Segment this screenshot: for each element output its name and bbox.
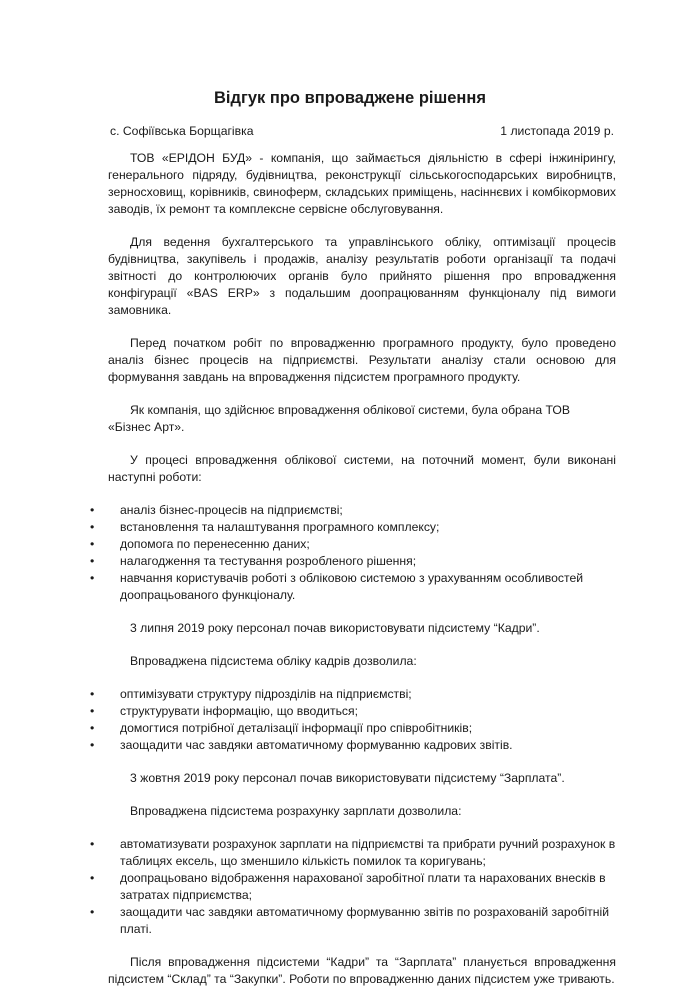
paragraph-payroll-intro: Впроваджена підсистема розрахунку зарплати дозволила: [130, 804, 462, 818]
list-item: • допомога по перенесенню даних; [90, 537, 310, 551]
bullet-icon: • [90, 871, 95, 885]
document-title: Відгук про впроваджене рішення [214, 89, 486, 107]
hr-benefits-list [90, 686, 616, 754]
list-item: • структурувати інформацію, що вводиться; [90, 704, 359, 718]
bullet-icon: • [90, 520, 95, 534]
document-place: с. Софіївська Борщагівка [110, 124, 254, 138]
paragraph-decision: Для ведення бухгалтерського та управлінського обліку, оптимізації процесів будівництва, закупівель і продажів, аналізу результатів роботи організації та подачі звітності до контролюючих органів було прийнято рішення про впровадження конфігурації «BAS ERP» з подальшим доопрацюванням функціоналу під вимоги замовника. [108, 235, 616, 317]
bullet-icon: • [90, 537, 95, 551]
document-date: 1 листопада 2019 р. [500, 124, 614, 138]
paragraph-company: ТОВ «ЕРІДОН БУД» - компанія, що займається діяльністю в сфері інжинірингу, генерального підряду, будівництва, реконструкції сільськогосподарських виробництв, зерносховищ, корівників, свиноферм, складських приміщень, насіннєвих і комбікормових заводів, їх ремонт та комплексне сервісне обслуговування. [108, 151, 616, 216]
works-list [90, 502, 616, 604]
bullet-icon: • [90, 704, 95, 718]
bullet-icon: • [90, 837, 95, 851]
list-item: • аналіз бізнес-процесів на підприємстві; [90, 503, 343, 517]
list-item: • заощадити час завдяки автоматичному формуванню кадрових звітів. [90, 738, 513, 752]
paragraph-contractor: Як компанія, що здійснює впровадження облікової системи, була обрана ТОВ «Бізнес Арт». [108, 403, 571, 434]
list-item: • оптимізувати структуру підрозділів на підприємстві; [90, 687, 412, 701]
bullet-icon: • [90, 571, 95, 585]
payroll-benefits-list [90, 836, 616, 938]
paragraph-next-steps: Після впровадження підсистеми “Кадри” та “Зарплата” планується впровадження підсистем “Склад” та “Закупки”. Роботи по впровадженню даних підсистем уже тривають. [108, 955, 616, 986]
paragraph-works-intro: У процесі впровадження облікової системи, на поточний момент, були виконані наступні роботи: [108, 453, 616, 484]
list-item: • автоматизувати розрахунок зарплати на підприємстві та прибрати ручний розрахунок в таблицях ексель, що зменшило кількість помилок та коригувань; [90, 837, 616, 868]
bullet-icon: • [90, 738, 95, 752]
list-item: • заощадити час завдяки автоматичному формуванню звітів по розрахованій заробітній платі. [90, 905, 609, 936]
paragraph-hr-intro: Впроваджена підсистема обліку кадрів дозволила: [130, 654, 417, 668]
document-body [90, 150, 616, 988]
paragraph-payroll-start: 3 жовтня 2019 року персонал почав використовувати підсистему “Зарплата”. [130, 771, 565, 785]
list-item: • налагодження та тестування розробленого рішення; [90, 554, 417, 568]
bullet-icon: • [90, 721, 95, 735]
bullet-icon: • [90, 687, 95, 701]
list-item: • навчання користувачів роботі з обліковою системою з урахуванням особливостей доопрацьованого функціоналу. [90, 571, 584, 602]
paragraph-analysis: Перед початком робіт по впровадженню програмного продукту, було проведено аналіз бізнес процесів на підприємстві. Результати аналізу стали основою для формування завдань на впровадження підсистем програмного продукту. [108, 336, 616, 384]
list-item: • доопрацьовано відображення нарахованої заробітної плати та нарахованих внесків в затратах підприємства; [90, 871, 606, 902]
bullet-icon: • [90, 503, 95, 517]
list-item: • встановлення та налаштування програмного комплексу; [90, 520, 440, 534]
bullet-icon: • [90, 554, 95, 568]
bullet-icon: • [90, 905, 95, 919]
list-item: • домогтися потрібної деталізації інформації про співробітників; [90, 721, 473, 735]
paragraph-hr-start: 3 липня 2019 року персонал почав використовувати підсистему “Кадри”. [130, 621, 540, 635]
